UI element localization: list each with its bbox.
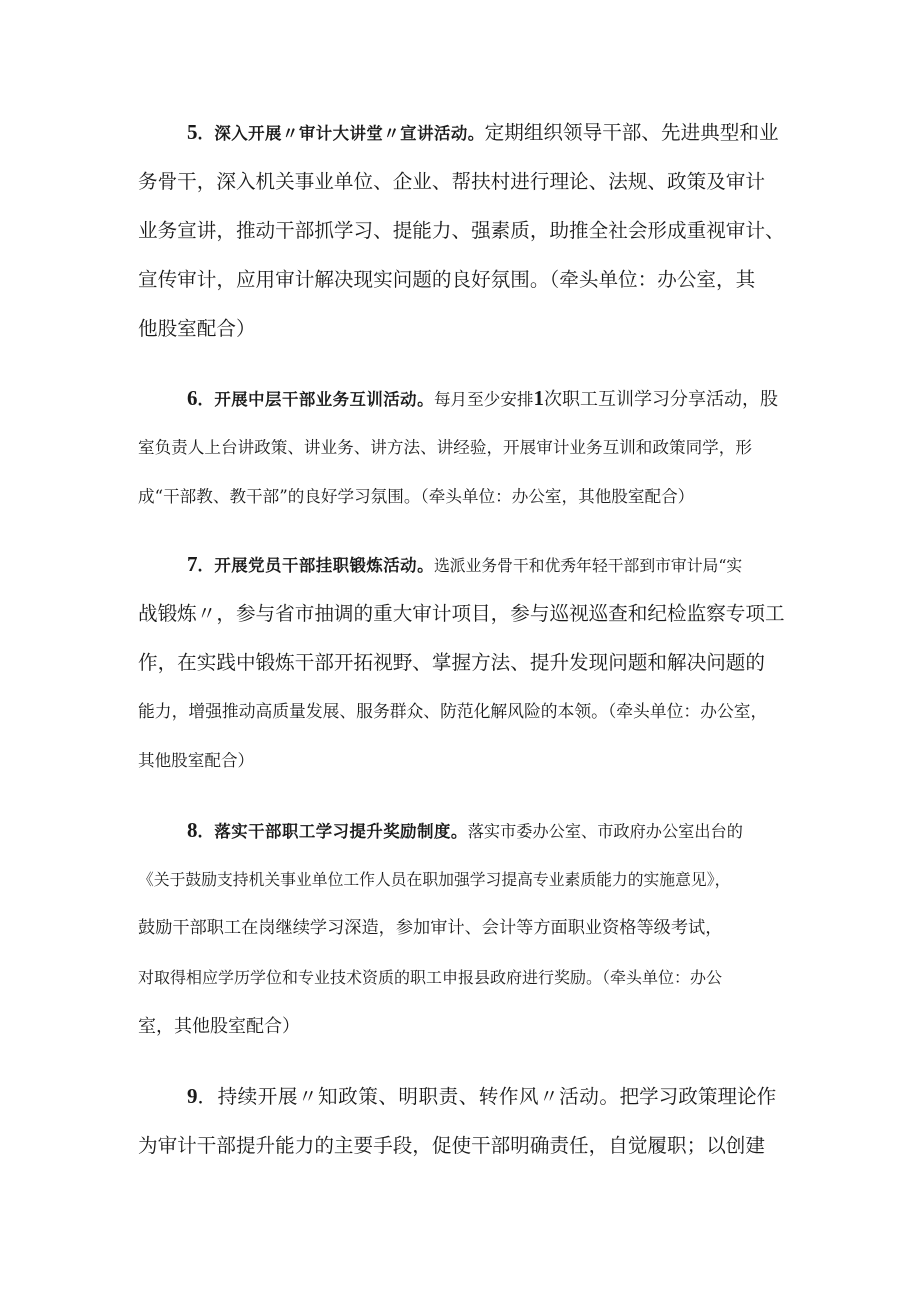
section-text: 每月至少安排	[433, 390, 534, 409]
section-heading: ．开展党员干部挂职锻炼活动。	[197, 556, 434, 575]
section-7-line-2: 战锻炼〃，参与省市抽调的重大审计项目，参与巡视巡查和纪检监察专项工	[138, 602, 785, 625]
section-heading: ．落实干部职工学习提升奖励制度。	[197, 822, 468, 841]
section-5-line-5: 他股室配合）	[138, 317, 256, 340]
section-8	[138, 806, 790, 1051]
section-text: 落实市委办公室、市政府办公室出台的	[467, 822, 743, 841]
section-9-line-1	[138, 1072, 790, 1121]
section-5-line-4: 宣传审计，应用审计解决现实问题的良好氛围。（牵头单位：办公室，其	[138, 268, 756, 291]
section-9-line-2: 为审计干部提升能力的主要手段，促使干部明确责任，自觉履职；以创建	[138, 1134, 765, 1157]
section-heading: ．深入开展〃审计大讲堂〃宣讲活动。	[197, 124, 485, 143]
section-number: 6	[187, 386, 198, 410]
section-7-line-3: 作，在实践中锻炼干部开拓视野、掌握方法、提升发现问题和解决问题的	[138, 651, 765, 674]
section-5-line-2: 务骨干，深入机关事业单位、企业、帮扶村进行理论、法规、政策及审计	[138, 170, 765, 193]
section-number: 7	[187, 552, 198, 576]
section-7-line-1	[138, 540, 790, 589]
section-5	[138, 108, 790, 353]
section-8-line-1	[138, 806, 790, 855]
section-heading: ．开展中层干部业务互训活动。	[197, 390, 434, 409]
section-7-line-5: 其他股室配合）	[138, 751, 255, 770]
section-6	[138, 374, 790, 521]
section-text: 把学习政策理论作	[619, 1085, 777, 1108]
section-text: 定期组织领导干部、先进典型和业	[484, 121, 779, 144]
section-8-line-3: 鼓励干部职工在岗继续学习深造，参加审计、会计等方面职业资格等级考试，	[138, 918, 723, 938]
section-7	[138, 540, 790, 785]
section-7-line-4: 能力，增强推动高质量发展、服务群众、防范化解风险的本领。（牵头单位：办公室，	[138, 701, 768, 721]
section-text: 选派业务骨干和优秀年轻干部到市审计局“实	[433, 556, 743, 575]
section-5-line-1	[138, 108, 790, 157]
section-8-line-2: 《关于鼓励支持机关事业单位工作人员在职加强学习提高专业素质能力的实施意见》，	[138, 870, 731, 889]
inline-number: 1	[533, 386, 545, 410]
section-text: 次职工互训学习分享活动，股	[544, 389, 779, 410]
section-heading: ．持续开展〃知政策、明职责、转作风〃活动。	[197, 1085, 620, 1108]
section-6-line-2: 室负责人上台讲政策、讲业务、讲方法、讲经验，开展审计业务互训和政策同学，形	[138, 438, 752, 457]
section-8-line-4: 对取得相应学历学位和专业技术资质的职工申报县政府进行奖励。（牵头单位：办公	[138, 968, 723, 987]
section-8-line-5: 室，其他股室配合）	[138, 1016, 300, 1037]
section-number: 8	[187, 818, 198, 842]
section-number: 9	[187, 1084, 198, 1108]
section-6-line-1	[138, 374, 790, 423]
section-6-line-3: 成“干部教、教干部”的良好学习氛围。（牵头单位：办公室，其他股室配合）	[138, 487, 695, 506]
section-9	[138, 1072, 790, 1170]
section-5-line-3: 业务宣讲，推动干部抓学习、提能力、强素质，助推全社会形成重视审计、	[138, 219, 785, 242]
section-number: 5	[187, 120, 198, 144]
